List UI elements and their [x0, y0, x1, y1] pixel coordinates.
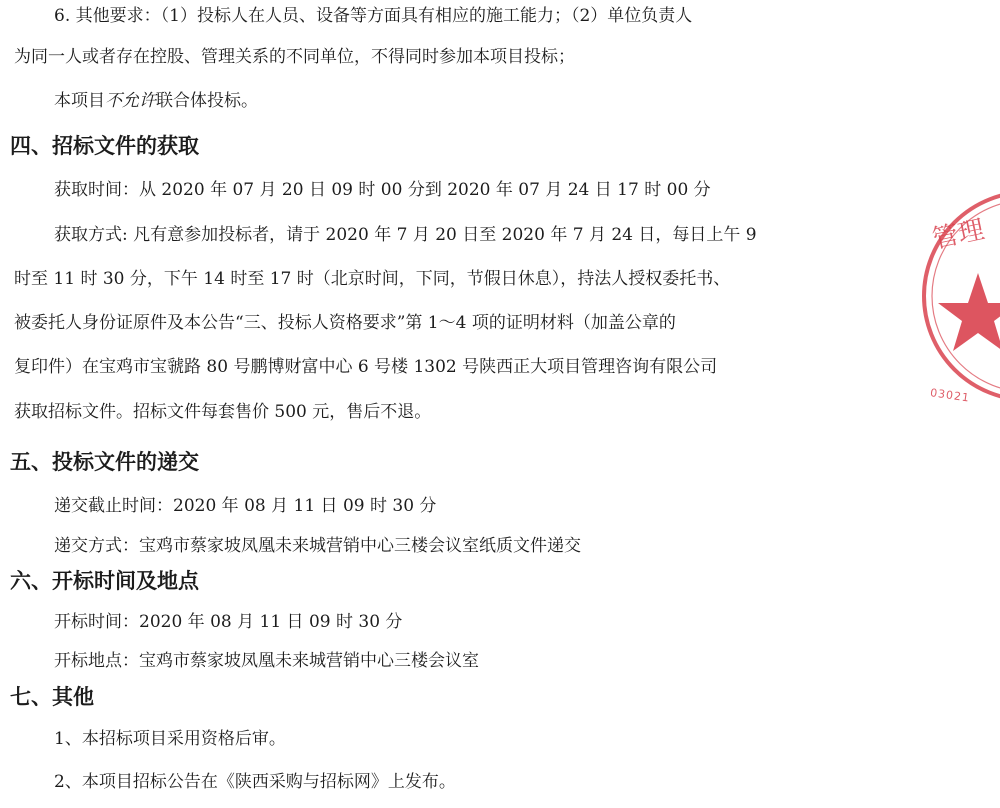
other-item-1: 1、本招标项目采用资格后审。	[54, 729, 286, 749]
acquisition-method-line-1: 获取方式: 凡有意参加投标者，请于 2020 年 7 月 20 日至 2020 年 7 月 24 日，每日上午 9	[54, 225, 757, 245]
acquisition-time: 获取时间：从 2020 年 07 月 20 日 09 时 00 分到 2020 年 07 月 24 日 17 时 00 分	[54, 180, 711, 200]
company-seal-graphic	[918, 178, 1000, 428]
consortium-not-allowed: 不允许	[105, 91, 156, 111]
acquisition-method-line-5: 获取招标文件。招标文件每套售价 500 元，售后不退。	[14, 402, 432, 422]
company-seal	[918, 178, 1000, 428]
seal-star-icon	[938, 273, 1000, 351]
seal-text: 管理	[929, 214, 987, 256]
other-item-2: 2、本项目招标公告在《陕西采购与招标网》上发布。	[54, 772, 456, 792]
section-6-heading: 六、开标时间及地点	[10, 569, 199, 593]
acquisition-method-line-4: 复印件）在宝鸡市宝虢路 80 号鹏博财富中心 6 号楼 1302 号陕西正大项目管理咨询有限公司	[14, 357, 718, 377]
seal-number: 03021	[929, 386, 971, 405]
submission-method: 递交方式：宝鸡市蔡家坡凤凰未来城营销中心三楼会议室纸质文件递交	[54, 536, 581, 556]
opening-place: 开标地点：宝鸡市蔡家坡凤凰未来城营销中心三楼会议室	[54, 651, 479, 671]
section-7-heading: 七、其他	[10, 685, 94, 709]
opening-time: 开标时间：2020 年 08 月 11 日 09 时 30 分	[54, 612, 403, 632]
consortium-suffix: 联合体投标。	[156, 91, 258, 111]
requirement-6-line-2: 为同一人或者存在控股、管理关系的不同单位，不得同时参加本项目投标；	[14, 47, 575, 67]
acquisition-method-line-3: 被委托人身份证原件及本公告“三、投标人资格要求”第 1～4 项的证明材料（加盖公章的	[14, 313, 676, 333]
section-4-heading: 四、招标文件的获取	[10, 134, 199, 158]
submission-deadline: 递交截止时间：2020 年 08 月 11 日 09 时 30 分	[54, 496, 437, 516]
section-5-heading: 五、投标文件的递交	[10, 450, 199, 474]
acquisition-method-line-2: 时至 11 时 30 分，下午 14 时至 17 时（北京时间，下同，节假日休息），持法人授权委托书、	[14, 269, 731, 289]
consortium-statement	[54, 90, 258, 112]
requirement-6-line-1: 6. 其他要求：（1）投标人在人员、设备等方面具有相应的施工能力；（2）单位负责人	[54, 6, 693, 26]
consortium-prefix: 本项目	[54, 91, 105, 111]
